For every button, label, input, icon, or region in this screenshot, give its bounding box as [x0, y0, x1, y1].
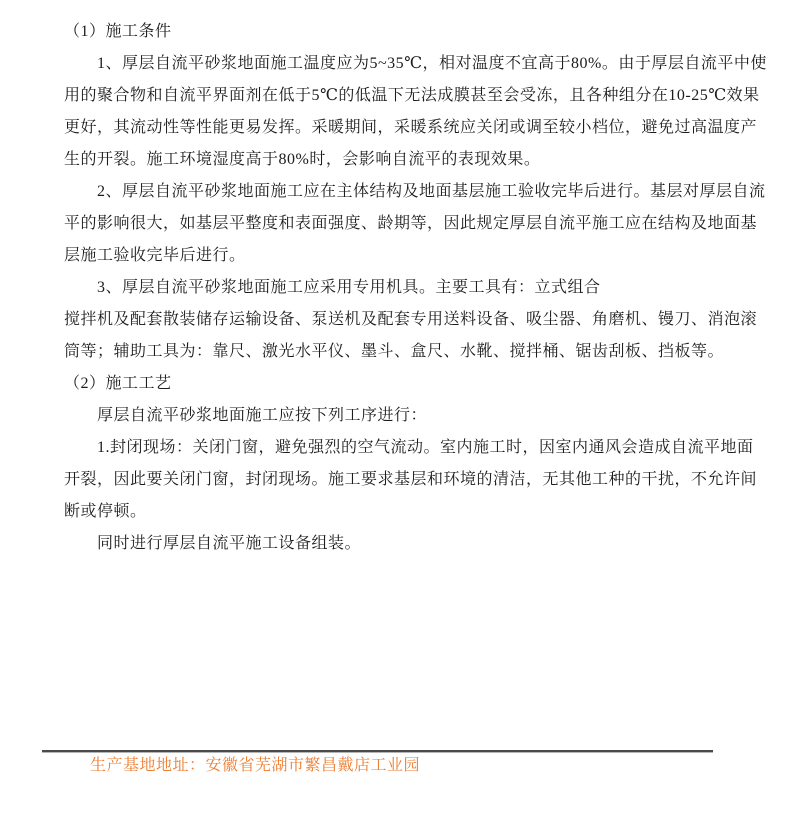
footer-address: 生产基地地址：安徽省芜湖市繁昌戴店工业园: [90, 757, 421, 774]
text-line: 更好，其流动性等性能更易发挥。采暖期间，采暖系统应关闭或调至较小档位，避免过高温度产: [64, 119, 758, 136]
text-line: 1、厚层自流平砂浆地面施工温度应为5~35℃，相对温度不宜高于80%。由于厚层自流平中使: [97, 55, 767, 72]
text-line: 1.封闭现场：关闭门窗，避免强烈的空气流动。室内施工时，因室内通风会造成自流平地面: [97, 439, 754, 456]
section-heading-1: （1）施工条件: [64, 23, 172, 40]
text-line: 同时进行厚层自流平施工设备组装。: [97, 535, 362, 552]
text-line: 2、厚层自流平砂浆地面施工应在主体结构及地面基层施工验收完毕后进行。基层对厚层自流: [97, 183, 766, 200]
text-line: 搅拌机及配套散装储存运输设备、泵送机及配套专用送料设备、吸尘器、角磨机、镘刀、消泡滚: [64, 311, 758, 328]
text-line: 3、厚层自流平砂浆地面施工应采用专用机具。主要工具有：立式组合: [97, 279, 601, 296]
text-line: 平的影响很大，如基层平整度和表面强度、龄期等，因此规定厚层自流平施工应在结构及地面基: [64, 215, 758, 232]
text-line: 用的聚合物和自流平界面剂在低于5℃的低温下无法成膜甚至会受冻，且各种组分在10-25℃效果: [64, 87, 760, 104]
text-line: 生的开裂。施工环境湿度高于80%时，会影响自流平的表现效果。: [64, 151, 541, 168]
section-heading-2: （2）施工工艺: [64, 375, 172, 392]
footer-divider: [42, 750, 713, 753]
text-line: 厚层自流平砂浆地面施工应按下列工序进行：: [97, 407, 428, 424]
document-body: [64, 16, 767, 560]
text-line: 断或停顿。: [64, 503, 147, 520]
text-line: 开裂，因此要关闭门窗，封闭现场。施工要求基层和环境的清洁，无其他工种的干扰，不允许间: [64, 471, 758, 488]
text-line: 层施工验收完毕后进行。: [64, 247, 246, 264]
text-line: 筒等；辅助工具为：靠尺、激光水平仪、墨斗、盒尺、水靴、搅拌桶、锯齿刮板、挡板等。: [64, 343, 725, 360]
